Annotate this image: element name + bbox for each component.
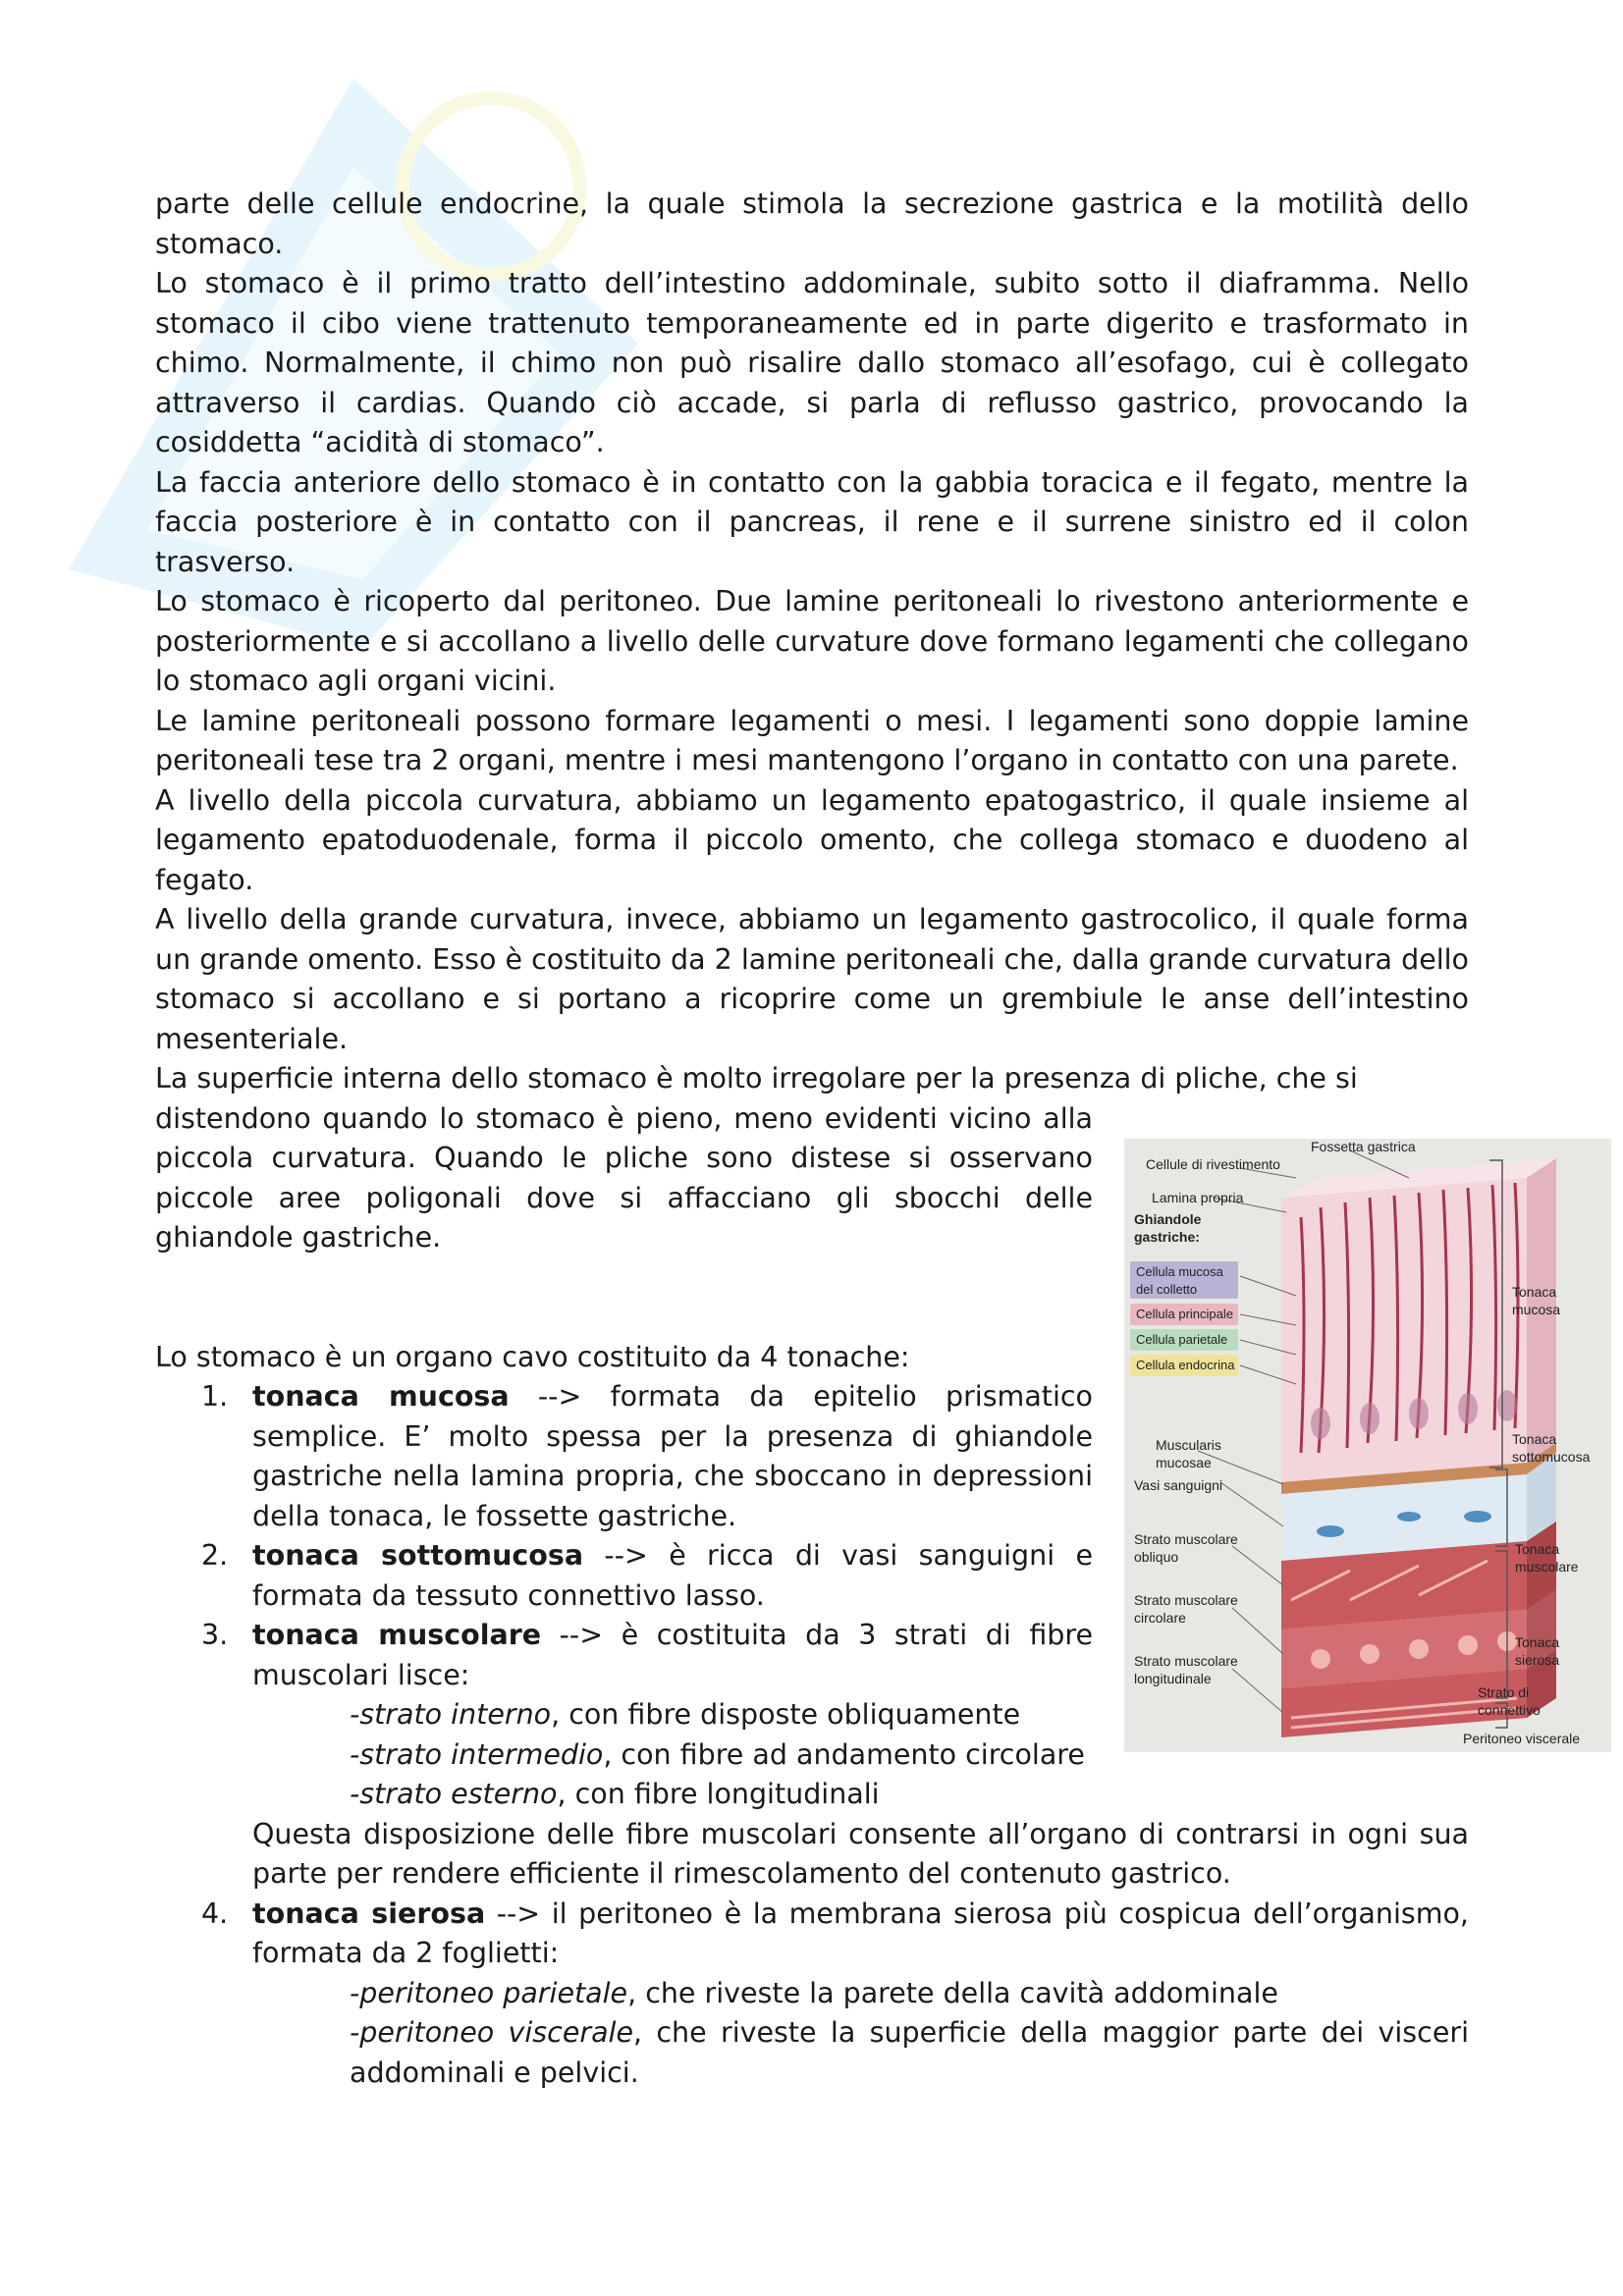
list-item-sierosa: 4. tonaca sierosa --> il peritoneo è la membrana sierosa più cospicua dell’organismo, formata da 2 foglietti: -peritoneo parietale, che riveste la parete della cavità addominale -peritoneo viscerale, che riveste la superficie della maggior parte dei visceri addominali e pelvici. <box>155 1895 1469 2094</box>
list-item-mucosa: 1. tonaca mucosa --> formata da epitelio prismatico semplice. E’ molto spessa per la presenza di ghiandole gastriche nella lamina propria, che sboccano in depressioni della tonaca, le fossette gastriche. <box>155 1377 1093 1536</box>
term-tonaca-sierosa: tonaca sierosa <box>252 1896 486 1930</box>
label-tonaca-sierosa-2: sierosa <box>1515 1652 1560 1668</box>
label-tonaca-sottomucosa-2: sottomucosa <box>1512 1449 1591 1465</box>
paragraph-pliche-rest: distendono quando lo stomaco è pieno, meno evidenti vicino alla piccola curvatura. Quando le pliche sono distese si osservano piccole aree poligonali dove si affacciano gli sbocchi delle ghiandole gastriche. <box>155 1101 1093 1254</box>
paragraph-hormone: parte delle cellule endocrine, la quale stimola la secrezione gastrica e la motilità dello stomaco. <box>155 187 1469 260</box>
label-strato-circolare-2: circolare <box>1134 1610 1186 1626</box>
list-number: 1. <box>201 1380 229 1413</box>
label-tonaca-mucosa-2: mucosa <box>1512 1302 1561 1317</box>
strato-interno: -strato interno, con fibre disposte obliquamente <box>350 1698 1021 1731</box>
label-tonaca-sierosa-1: Tonaca <box>1515 1634 1560 1650</box>
list-number: 2. <box>201 1539 229 1572</box>
tonache-list-continued <box>155 1895 1469 2094</box>
paragraph-piccola-curvatura: A livello della piccola curvatura, abbiamo un legamento epatogastrico, il quale insieme al legamento epatoduodenale, forma il piccolo omento, che collega stomaco e duodeno al fegato. <box>155 783 1469 896</box>
label-muscularis: Muscularis <box>1156 1437 1221 1453</box>
tag-mucosa-colletto-line2: del colletto <box>1136 1282 1198 1297</box>
term-tonaca-mucosa: tonaca mucosa <box>252 1380 510 1413</box>
label-strato-obliquo-2: obliquo <box>1134 1549 1179 1565</box>
peritoneo-viscerale: -peritoneo viscerale, che riveste la superficie della maggior parte dei visceri addominali e pelvici. <box>350 2016 1469 2089</box>
strati-list <box>252 1695 1093 1815</box>
foglietti-list <box>252 1974 1469 2094</box>
tag-cellula-principale: Cellula principale <box>1136 1307 1233 1321</box>
label-strato-connettivo-1: Strato di <box>1478 1684 1530 1700</box>
muscolare-note: Questa disposizione delle fibre muscolari consente all’organo di contrarsi in ogni sua parte per rendere efficiente il rimescolamento del contenuto gastrico. <box>252 1817 1469 1890</box>
label-tonaca-muscolare-2: muscolare <box>1515 1559 1579 1575</box>
label-peritoneo-viscerale: Peritoneo viscerale <box>1463 1731 1581 1746</box>
term-tonaca-sottomucosa: tonaca sottomucosa <box>252 1539 584 1572</box>
tag-cellula-parietale: Cellula parietale <box>1136 1332 1228 1347</box>
label-strato-connettivo-2: connettivo <box>1478 1702 1541 1718</box>
stomach-wall-figure <box>1124 1139 1611 1752</box>
paragraph-pliche-line1: La superficie interna dello stomaco è molto irregolare per la presenza di pliche, che si <box>155 1062 1358 1095</box>
term-tonaca-muscolare: tonaca muscolare <box>252 1619 542 1651</box>
tonache-intro: Lo stomaco è un organo cavo costituito da 4 tonache: <box>155 1340 910 1373</box>
list-item-muscolare: 3. tonaca muscolare --> è costituita da 3 strati di fibre muscolari lisce: -strato interno, con fibre disposte obliquamente -strato intermedio, con fibre ad andamento circolare -strato esterno, con fibre longitudinali <box>155 1616 1093 1815</box>
paragraph-grande-curvatura: A livello della grande curvatura, invece, abbiamo un legamento gastrocolico, il quale forma un grande omento. Esso è costituito da 2 lamine peritoneali che, dalla grande curvatura dello stomaco si accollano e si portano a ricoprire come un grembiule le anse dell’intestino mesenteriale. <box>155 903 1469 1055</box>
strato-intermedio: -strato intermedio, con fibre ad andamento circolare <box>350 1737 1085 1771</box>
label-mucosae: mucosae <box>1156 1455 1212 1470</box>
wrapped-text-column <box>155 1099 1093 1815</box>
paragraph-facce: La faccia anteriore dello stomaco è in contatto con la gabbia toracica e il fegato, mentre la faccia posteriore è in contatto con il pancreas, il rene e il surrene sinistro ed il colon trasverso. <box>155 465 1469 578</box>
label-strato-longitudinale-2: longitudinale <box>1134 1671 1212 1686</box>
tag-cellula-endocrina: Cellula endocrina <box>1136 1358 1235 1372</box>
label-tonaca-mucosa-1: Tonaca <box>1512 1284 1557 1300</box>
paragraph-stomaco-intro: Lo stomaco è il primo tratto dell’intestino addominale, subito sotto il diaframma. Nello stomaco il cibo viene trattenuto temporaneamente ed in parte digerito e trasformato in chimo. Normalmente, il chimo non può risalire dallo stomaco all’esofago, cui è collegato attraverso il cardias. Quando ciò accade, si parla di reflusso gastrico, provocando la cosiddetta “acidità di stomaco”. <box>155 267 1469 458</box>
label-cellule-rivestimento: Cellule di rivestimento <box>1146 1156 1280 1172</box>
label-gastriche: gastriche: <box>1134 1229 1200 1245</box>
label-vasi-sanguigni: Vasi sanguigni <box>1134 1477 1223 1493</box>
label-strato-obliquo-1: Strato muscolare <box>1134 1531 1238 1547</box>
peritoneo-parietale: -peritoneo parietale, che riveste la parete della cavità addominale <box>350 1976 1278 2009</box>
strato-esterno: -strato esterno, con fibre longitudinali <box>350 1778 880 1810</box>
label-tonaca-sottomucosa-1: Tonaca <box>1512 1431 1557 1447</box>
label-strato-circolare-1: Strato muscolare <box>1134 1592 1238 1608</box>
label-ghiandole: Ghiandole <box>1134 1211 1202 1227</box>
label-lamina-propria: Lamina propria <box>1152 1190 1244 1205</box>
list-item-sottomucosa: 2. tonaca sottomucosa --> è ricca di vasi sanguigni e formata da tessuto connettivo lasso. <box>155 1536 1093 1616</box>
paragraph-peritoneo: Lo stomaco è ricoperto dal peritoneo. Due lamine peritoneali lo rivestono anteriormente e posteriormente e si accollano a livello delle curvature dove formano legamenti che collegano lo stomaco agli organi vicini. <box>155 585 1469 697</box>
tonache-list <box>155 1377 1093 1815</box>
label-fossetta-gastrica: Fossetta gastrica <box>1311 1139 1416 1154</box>
tag-mucosa-colletto-line1: Cellula mucosa <box>1136 1264 1223 1279</box>
paragraph-lamine: Le lamine peritoneali possono formare legamenti o mesi. I legamenti sono doppie lamine peritoneali tese tra 2 organi, mentre i mesi mantengono l’organo in contatto con una parete. <box>155 704 1469 776</box>
list-number: 3. <box>201 1619 229 1651</box>
list-number: 4. <box>201 1896 229 1930</box>
label-tonaca-muscolare-1: Tonaca <box>1515 1541 1560 1557</box>
label-strato-longitudinale-1: Strato muscolare <box>1134 1653 1238 1669</box>
